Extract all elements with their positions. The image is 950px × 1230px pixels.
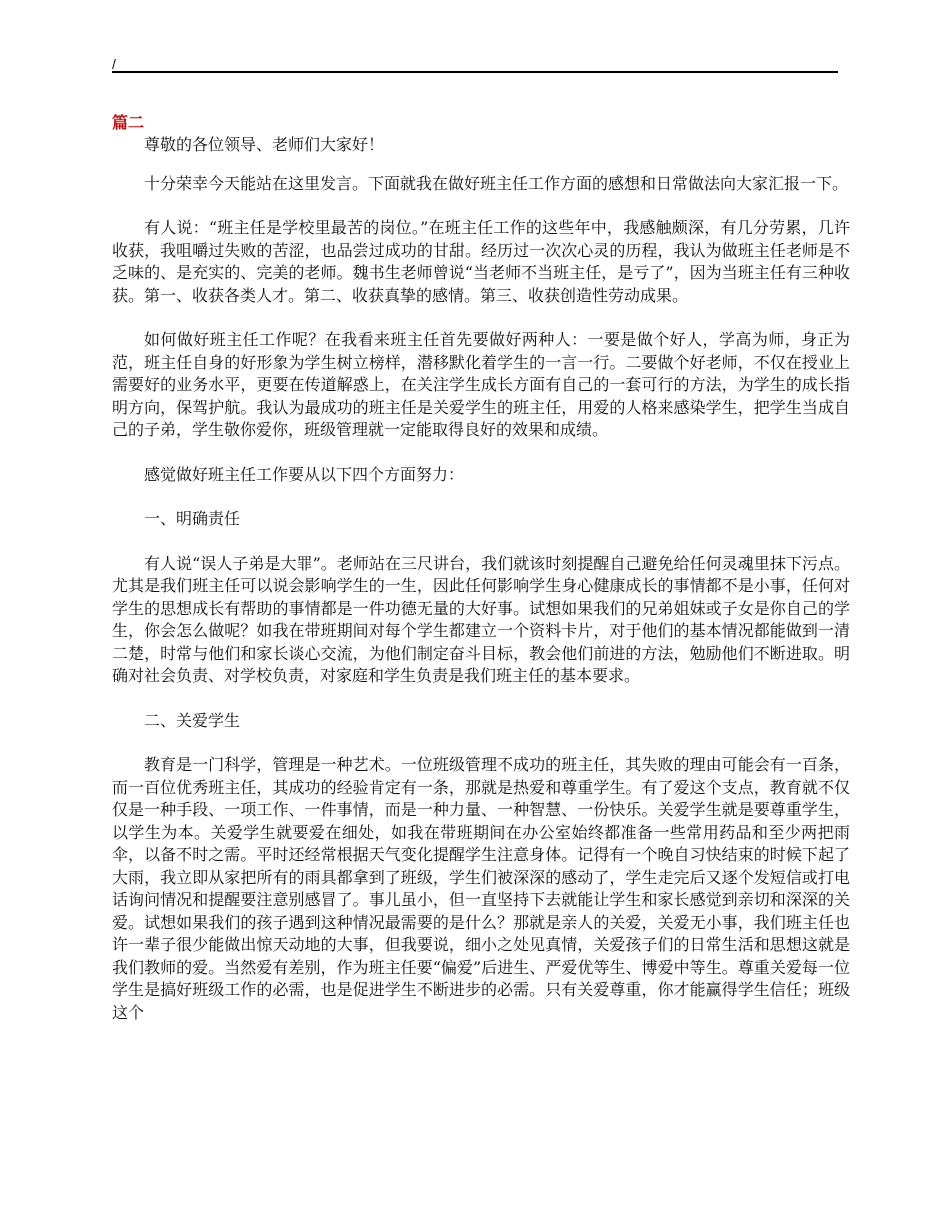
- header-mark: /: [112, 56, 116, 72]
- document-body: [112, 112, 850, 1046]
- paragraph-greeting: 尊敬的各位领导、老师们大家好！: [144, 135, 385, 154]
- paragraph-responsibility: 有人说“误人子弟是大罪”。老师站在三尺讲台，我们就该时刻提醒自己避免给任何灵魂里抹下污点。尤其是我们班主任可以说会影响学生的一生，因此任何影响学生身心健康成长的事情都不是小事，任何对学生的思想成长有帮助的事情都是一件功德无量的大好事。试想如果我们的兄弟姐妹或子女是你自己的学生，你会怎么做呢？如我在带班期间对每个学生都建立一个资料卡片，对于他们的基本情况都能做到一清二楚，时常与他们和家长谈心交流，为他们制定奋斗目标，教会他们前进的方法，勉励他们不断进取。明确对社会负责、对学校负责，对家庭和学生负责是我们班主任的基本要求。: [112, 553, 850, 685]
- paragraph-three-harvests: 有人说：“班主任是学校里最苦的岗位。”在班主任工作的这些年中，我感触颇深，有几分劳累，几许收获，我咀嚼过失败的苦涩，也品尝过成功的甘甜。经历过一次次心灵的历程，我认为做班主任老师是不乏味的、是充实的、完美的老师。魏书生老师曾说“当老师不当班主任，是亏了”，因为当班主任有三种收获。第一、收获各类人才。第二、收获真挚的感情。第三、收获创造性劳动成果。: [112, 218, 850, 305]
- paragraph-intro: 十分荣幸今天能站在这里发言。下面就我在做好班主任工作方面的感想和日常做法向大家汇报一下。: [144, 173, 849, 193]
- heading-care-students: 二、关爱学生: [144, 710, 241, 730]
- heading-responsibility: 一、明确责任: [144, 509, 241, 528]
- paragraph-two-roles: 如何做好班主任工作呢？在我看来班主任首先要做好两种人：一要是做个好人，学高为师，身正为范，班主任自身的好形象为学生树立榜样，潜移默化着学生的一言一行。二要做个好老师，不仅在授业上需要好的业务水平，更要在传道解惑上，在关注学生成长方面有自己的一套可行的方法，为学生的成长指明方向，保驾护航。我认为最成功的班主任是关爱学生的班主任，用爱的人格来感染学生，把学生当成自己的子弟，学生敬你爱你，班级管理就一定能取得良好的效果和成绩。: [112, 330, 850, 439]
- paragraph-care-students: 教育是一门科学，管理是一种艺术。一位班级管理不成功的班主任，其失败的理由可能会有一百条，而一百位优秀班主任，其成功的经验肯定有一条，那就是热爱和尊重学生。有了爱这个支点，教育就不仅仅是一种手段、一项工作、一件事情，而是一种力量、一种智慧、一份快乐。关爱学生就是要尊重学生，以学生为本。关爱学生就要爱在细处，如我在带班期间在办公室始终都准备一些常用药品和至少两把雨伞，以备不时之需。平时还经常根据天气变化提醒学生注意身体。记得有一个晚自习快结束的时候下起了大雨，我立即从家把所有的雨具都拿到了班级，学生们被深深的感动了，学生走完后又逐个发短信或打电话询问情况和提醒要注意别感冒了。事儿虽小，但一直坚持下去就能让学生和家长感觉到亲切和深深的关爱。试想如果我们的孩子遇到这种情况最需要的是什么？那就是亲人的关爱，关爱无小事，我们班主任也许一辈子很少能做出惊天动地的大事，但我要说，细小之处见真情，关爱孩子们的日常生活和思想这就是我们教师的爱。当然爱有差别，作为班主任要“偏爱”后进生、严爱优等生、博爱中等生。尊重关爱每一位学生是搞好班级工作的必需，也是促进学生不断进步的必需。只有关爱尊重，你才能赢得学生信任；班级这个: [112, 755, 850, 1022]
- section-title: 篇二: [112, 113, 145, 132]
- header-rule: [112, 71, 838, 73]
- paragraph-four-aspects: 感觉做好班主任工作要从以下四个方面努力：: [144, 464, 465, 484]
